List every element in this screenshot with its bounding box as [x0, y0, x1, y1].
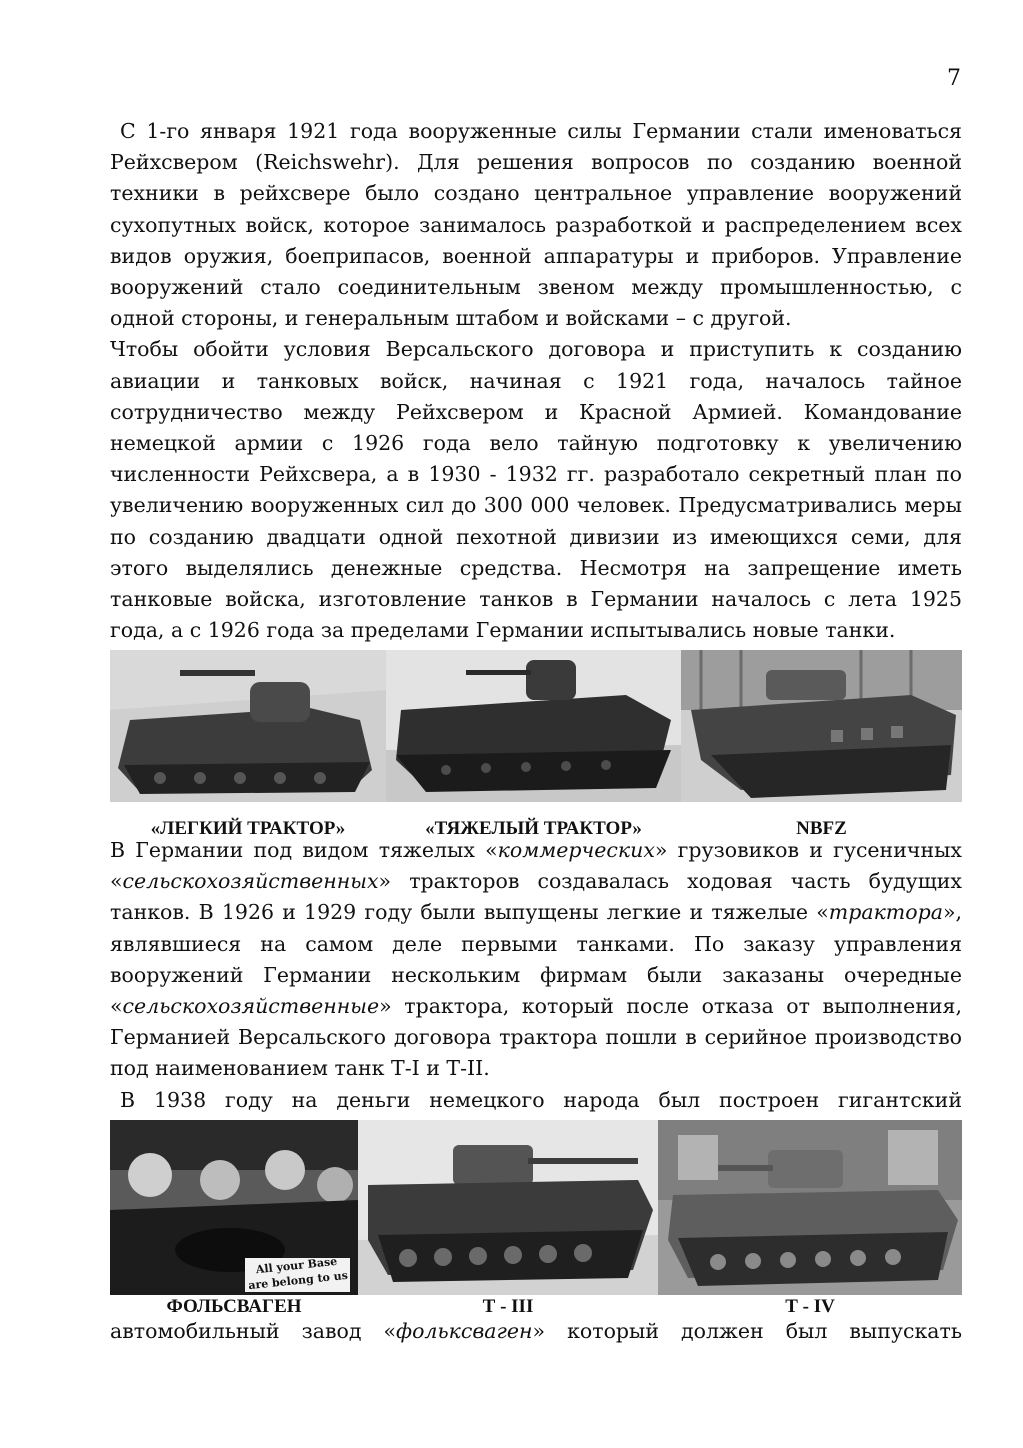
caption-t4: Т - IV: [785, 1296, 835, 1317]
photo-t4: [658, 1120, 962, 1295]
page-number: 7: [947, 66, 961, 91]
caption-volkswagen: ФОЛЬСВАГЕН: [166, 1296, 302, 1317]
paragraph-reichswehr: С 1-го января 1921 года вооруженные силы Германии стали именоваться Рейхсвером (Reichswehr). Для решения вопросов по созданию военной техники в рейхсвере было создано центральное управление вооружений сухопутных войск, которое занималось разработкой и распределением всех видов оружия, боеприпасов, военной аппаратуры и приборов. Управление вооружений стало соединительным звеном между промышленностью, с одной стороны, и генеральным штабом и войсками – с другой.: [110, 119, 962, 331]
body-text-middle: [110, 835, 962, 1116]
photo-light-tractor: [110, 650, 386, 802]
photo-heavy-tractor: [386, 650, 681, 802]
photo-row-2: [110, 1120, 962, 1295]
body-text-bottom: [110, 1316, 962, 1347]
photo-volkswagen: [110, 1120, 358, 1295]
paragraph-1938: В 1938 году на деньги немецкого народа был построен гигантский: [120, 1087, 962, 1112]
caption-heavy-tractor: «ТЯЖЕЛЫЙ ТРАКТОР»: [425, 818, 642, 839]
paragraph-tractors: В Германии под видом тяжелых «коммерческих» грузовиков и гусеничных «сельскохозяйственных» тракторов создавалась ходовая часть будущих танков. В 1926 и 1929 году были выпущены легкие и тяжелые «трактора», являвшиеся на самом деле первыми танками. По заказу управления вооружений Германии нескольким фирмам были заказаны очередные «сельскохозяйственные» трактора, который после отказа от выполнения, Германией Версальского договора трактора пошли в серийное производство под наименованием танк Т-I и Т-II.: [110, 838, 962, 1081]
caption-t3: Т - III: [482, 1296, 534, 1317]
sign-text: All your Base are belong to us: [247, 1254, 349, 1293]
photo-nbfz: [681, 650, 962, 802]
caption-light-tractor: «ЛЕГКИЙ ТРАКТОР»: [150, 818, 346, 839]
caption-nbfz: NBFZ: [796, 818, 847, 839]
photo-row-1: [110, 650, 962, 802]
paragraph-volkswagen-plant: автомобильный завод «фольксваген» который должен был выпускать: [110, 1319, 962, 1343]
body-text-top: [110, 116, 962, 646]
photo-t3: [358, 1120, 658, 1295]
captions-row-2: [110, 1296, 962, 1318]
paragraph-cooperation: Чтобы обойти условия Версальского договора и приступить к созданию авиации и танковых войск, начиная с 1921 года, началось тайное сотрудничество между Рейхсвером и Красной Армией. Командование немецкой армии с 1926 года вело тайную подготовку к увеличению численности Рейхсвера, а в 1930 - 1932 гг. разработало секретный план по увеличению вооруженных сил до 300 000 человек. Предусматривались меры по созданию двадцати одной пехотной дивизии из имеющихся семи, для этого выделялись денежные средства. Несмотря на запрещение иметь танковые войска, изготовление танков в Германии началось с лета 1925 года, а с 1926 года за пределами Германии испытывались новые танки.: [110, 337, 962, 643]
